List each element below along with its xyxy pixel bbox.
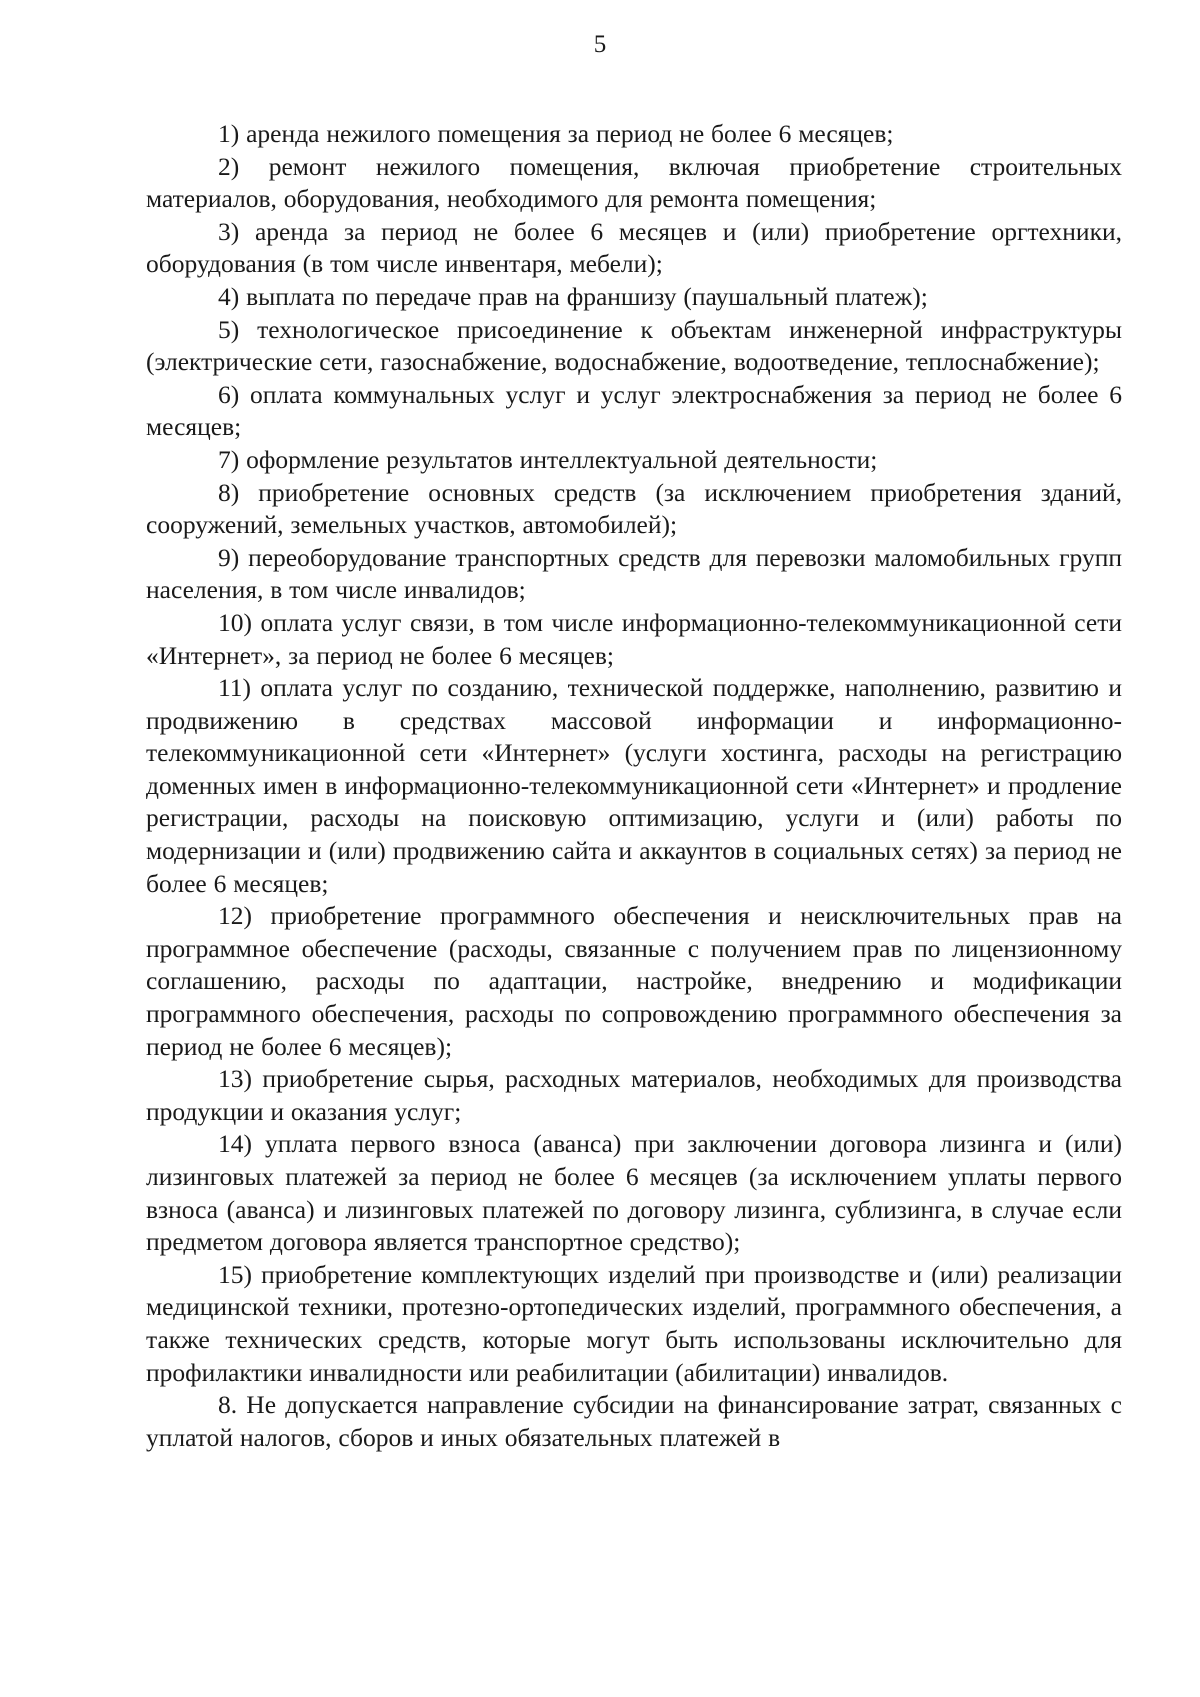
- list-item-10: 10) оплата услуг связи, в том числе информационно-телекоммуникационной сети «Интернет», за период не более 6 месяцев;: [146, 607, 1122, 670]
- list-item-9: 9) переоборудование транспортных средств для перевозки маломобильных групп населения, в том числе инвалидов;: [146, 542, 1122, 605]
- document-body: [146, 118, 1122, 1454]
- list-item-4: 4) выплата по передаче прав на франшизу (паушальный платеж);: [218, 281, 928, 311]
- list-item-5: 5) технологическое присоединение к объектам инженерной инфраструктуры (электрические сети, газоснабжение, водоснабжение, водоотведение, теплоснабжение);: [146, 314, 1122, 377]
- list-item-3: 3) аренда за период не более 6 месяцев и (или) приобретение оргтехники, оборудования (в том числе инвентаря, мебели);: [146, 216, 1122, 279]
- list-item-6: 6) оплата коммунальных услуг и услуг электроснабжения за период не более 6 месяцев;: [146, 379, 1122, 442]
- page-number: 5: [593, 31, 607, 58]
- list-item-11: 11) оплата услуг по созданию, технической поддержке, наполнению, развитию и продвижению в средствах массовой информации и информационно-телекоммуникационной сети «Интернет» (услуги хостинга, расходы на регистрацию доменных имен в информационно-телекоммуникационной сети «Интернет» и продление регистрации, расходы на поисковую оптимизацию, услуги и (или) работы по модернизации и (или) продвижению сайта и аккаунтов в социальных сетях) за период не более 6 месяцев;: [146, 673, 1122, 898]
- list-item-14: 14) уплата первого взноса (аванса) при заключении договора лизинга и (или) лизинговых платежей за период не более 6 месяцев (за исключением уплаты первого взноса (аванса) и лизинговых платежей по договору лизинга, сублизинга, в случае если предметом договора является транспортное средство);: [146, 1129, 1122, 1257]
- list-item-2: 2) ремонт нежилого помещения, включая приобретение строительных материалов, оборудования, необходимого для ремонта помещения;: [146, 151, 1122, 214]
- list-item-13: 13) приобретение сырья, расходных материалов, необходимых для производства продукции и оказания услуг;: [146, 1064, 1122, 1126]
- list-item-7: 7) оформление результатов интеллектуальной деятельности;: [218, 444, 878, 474]
- list-item-15: 15) приобретение комплектующих изделий при производстве и (или) реализации медицинской техники, протезно-ортопедических изделий, программного обеспечения, а также технических средств, которые могут быть использованы исключительно для профилактики инвалидности или реабилитации (абилитации) инвалидов.: [146, 1259, 1122, 1387]
- list-item-1: 1) аренда нежилого помещения за период не более 6 месяцев;: [218, 119, 894, 148]
- section-8-paragraph: 8. Не допускается направление субсидии на финансирование затрат, связанных с уплатой налогов, сборов и иных обязательных платежей в: [146, 1390, 1122, 1452]
- list-item-8: 8) приобретение основных средств (за исключением приобретения зданий, сооружений, земельных участков, автомобилей);: [146, 477, 1122, 540]
- list-item-12: 12) приобретение программного обеспечения и неисключительных прав на программное обеспечение (расходы, связанные с получением прав по лицензионному соглашению, расходы по адаптации, настройке, внедрению и модификации программного обеспечения, расходы по сопровождению программного обеспечения за период не более 6 месяцев);: [146, 901, 1122, 1061]
